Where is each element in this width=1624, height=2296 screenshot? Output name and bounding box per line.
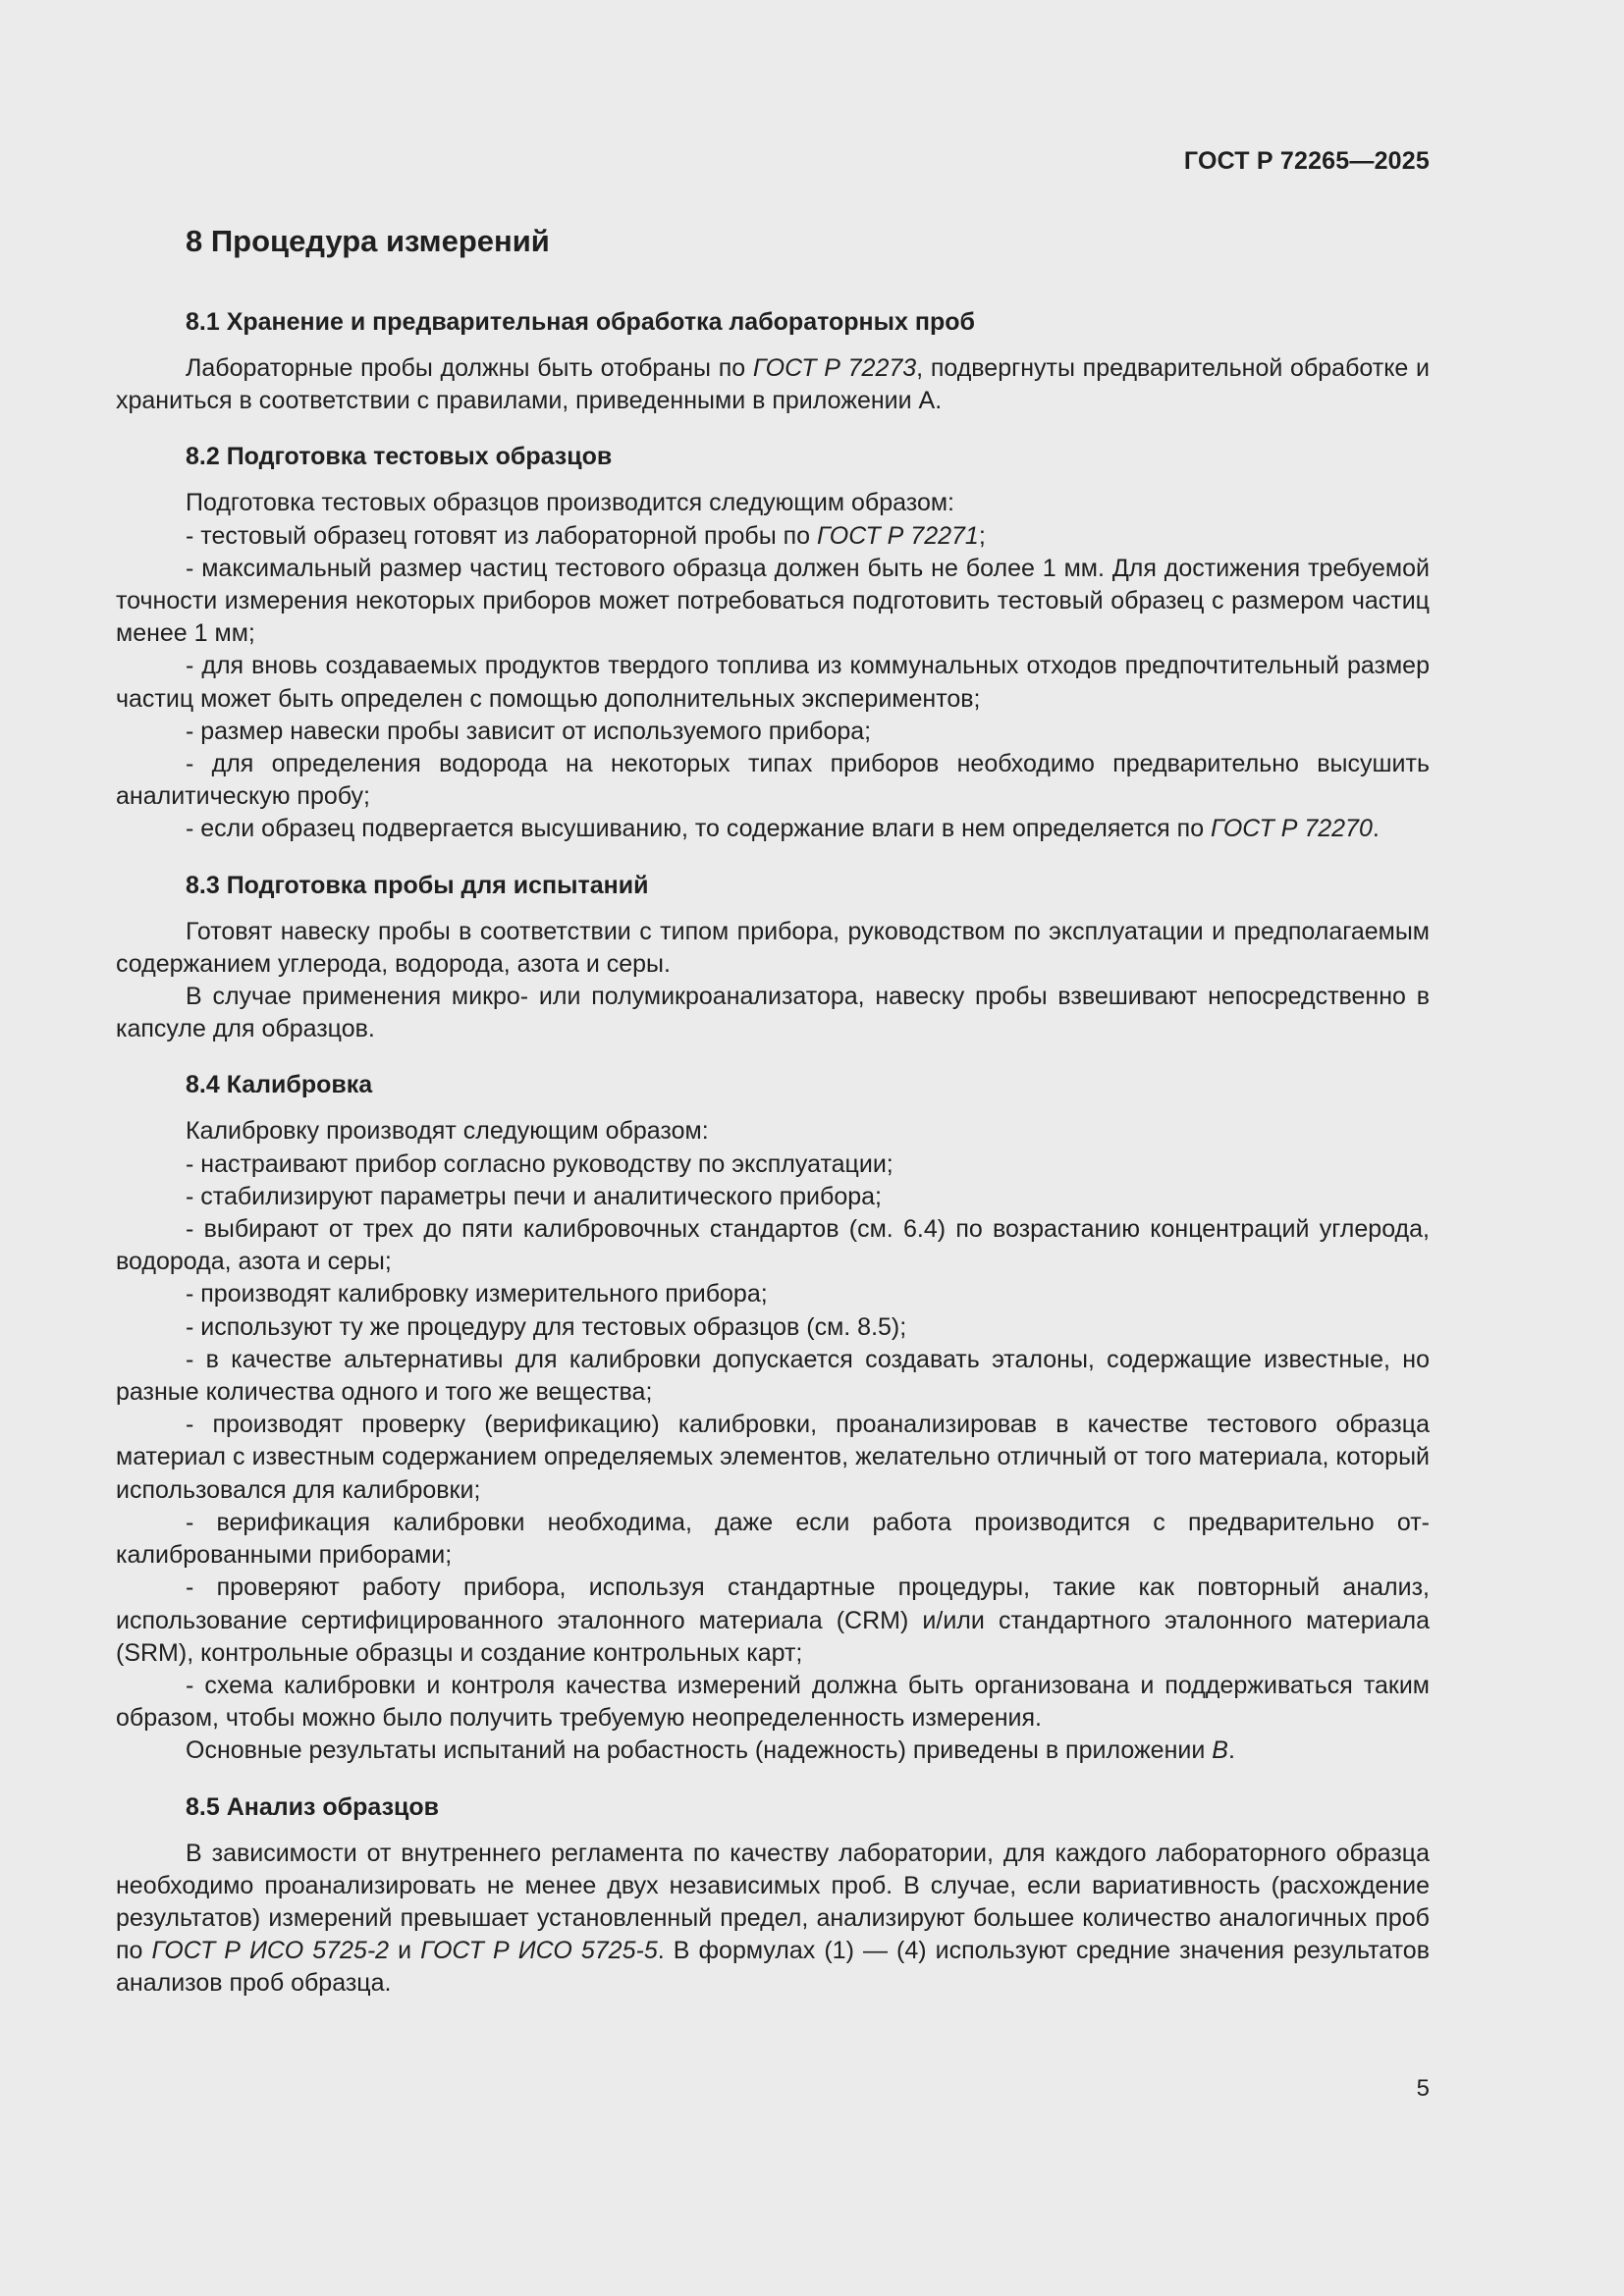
- list-item: - в качестве альтернативы для калибровки допускается создавать эталоны, содержащие известные, но разные количества одного и того же вещества;: [116, 1345, 1430, 1407]
- paragraph: Основные результаты испытаний на робастность (надежность) приведены в приложении В.: [186, 1736, 1235, 1765]
- standard-reference: ГОСТ Р 72273: [752, 354, 917, 382]
- section-heading: 8.4 Калибровка: [186, 1071, 373, 1099]
- section-heading: 8.1 Хранение и предварительная обработка лабораторных проб: [186, 308, 975, 336]
- list-item: - настраивают прибор согласно руководству по эксплуатации;: [186, 1149, 893, 1178]
- list-item: - размер навески пробы зависит от используемого прибора;: [186, 717, 872, 745]
- page-number: 5: [1416, 2075, 1430, 2102]
- list-item: - производят проверку (верификацию) калибровки, проанализировав в качестве тестового образца материал с известным содержанием определяемых элементов, желательно отличный от того материала, который использовался для калибровки;: [116, 1411, 1430, 1504]
- list-item: - выбирают от трех до пяти калибровочных стандартов (см. 6.4) по возрастанию концентраций углерода, водорода, азота и серы;: [116, 1215, 1430, 1276]
- section-heading: 8.3 Подготовка пробы для испытаний: [186, 871, 649, 899]
- standard-reference: ГОСТ Р 72271: [817, 521, 979, 550]
- standard-reference: ГОСТ Р ИСО 5725-2: [151, 1937, 390, 1965]
- section-heading: 8.2 Подготовка тестовых образцов: [186, 443, 613, 471]
- standard-reference: ГОСТ Р 72270: [1211, 815, 1373, 843]
- list-item: - максимальный размер частиц тестового образца должен быть не более 1 мм. Для достижения требуемой точности измерения некоторых приборов может потребоваться подготовить тестовый образец с размером частиц менее 1 мм;: [116, 554, 1430, 648]
- document-body: [116, 222, 1430, 2024]
- list-item: - стабилизируют параметры печи и аналитического прибора;: [186, 1182, 882, 1210]
- standard-reference: ГОСТ Р ИСО 5725-5: [420, 1937, 658, 1965]
- section-8-1: [116, 306, 1430, 417]
- section-heading: 8.5 Анализ образцов: [186, 1792, 440, 1821]
- paragraph: Калибровку производят следующим образом:: [186, 1117, 709, 1146]
- paragraph: Готовят навеску пробы в соответствии с типом прибора, руководством по эксплуатации и предполагаемым содержанием углерода, водорода, азота и серы.: [116, 917, 1430, 978]
- list-item: - схема калибровки и контроля качества измерений должна быть организована и поддерживаться таким образом, чтобы можно было получить требуемую неопределенность измерения.: [116, 1671, 1430, 1733]
- paragraph: В зависимости от внутреннего регламента по качеству лаборатории, для каждого лабораторного образца необходимо проанализировать не менее двух независимых проб. В случае, если вариативность (расхождение результатов) измерений превышает установленный предел, анализируют большее количество аналогичных проб по ГОСТ Р ИСО 5725-2 и ГОСТ Р ИСО 5725-5. В формулах (1) — (4) используют средние значения результатов анализов проб образца.: [116, 1839, 1430, 1998]
- paragraph: В случае применения микро- или полумикроанализатора, навеску пробы взвешивают непосредственно в капсуле для образцов.: [116, 983, 1430, 1043]
- list-item: - для определения водорода на некоторых типах приборов необходимо предварительно высушить аналитическую пробу;: [116, 750, 1430, 811]
- section-8-5: [116, 1791, 1430, 2001]
- list-item: - если образец подвергается высушиванию, то содержание влаги в нем определяется по ГОСТ Р 72270.: [186, 815, 1380, 843]
- document-code: ГОСТ Р 72265—2025: [1183, 147, 1430, 175]
- paragraph: Лабораторные пробы должны быть отобраны по ГОСТ Р 72273, подвергнуты предварительной обработке и храниться в соответствии с правилами, приведенными в приложении А.: [116, 354, 1430, 415]
- list-item: - тестовый образец готовят из лабораторной пробы по ГОСТ Р 72271;: [186, 521, 986, 550]
- list-item: - используют ту же процедуру для тестовых образцов (см. 8.5);: [186, 1312, 907, 1341]
- list-item: - верификация калибровки необходима, даже если работа производится с предварительно откалиброванными приборами;: [116, 1508, 1430, 1570]
- section-8-4: [116, 1069, 1430, 1767]
- section-title: 8 Процедура измерений: [186, 224, 550, 258]
- list-item: - проверяют работу прибора, используя стандартные процедуры, такие как повторный анализ, использование сертифицированного эталонного материала (CRM) и/или стандартного эталонного материала (SRM), контрольные образцы и создание контрольных карт;: [116, 1574, 1430, 1667]
- appendix-reference: В: [1212, 1736, 1228, 1765]
- section-8-2: [116, 441, 1430, 845]
- list-item: - для вновь создаваемых продуктов твердого топлива из коммунальных отходов предпочтительный размер частиц может быть определен с помощью дополнительных экспериментов;: [116, 652, 1430, 713]
- list-item: - производят калибровку измерительного прибора;: [186, 1280, 768, 1308]
- paragraph: Подготовка тестовых образцов производится следующим образом:: [186, 489, 954, 517]
- section-8-3: [116, 870, 1430, 1046]
